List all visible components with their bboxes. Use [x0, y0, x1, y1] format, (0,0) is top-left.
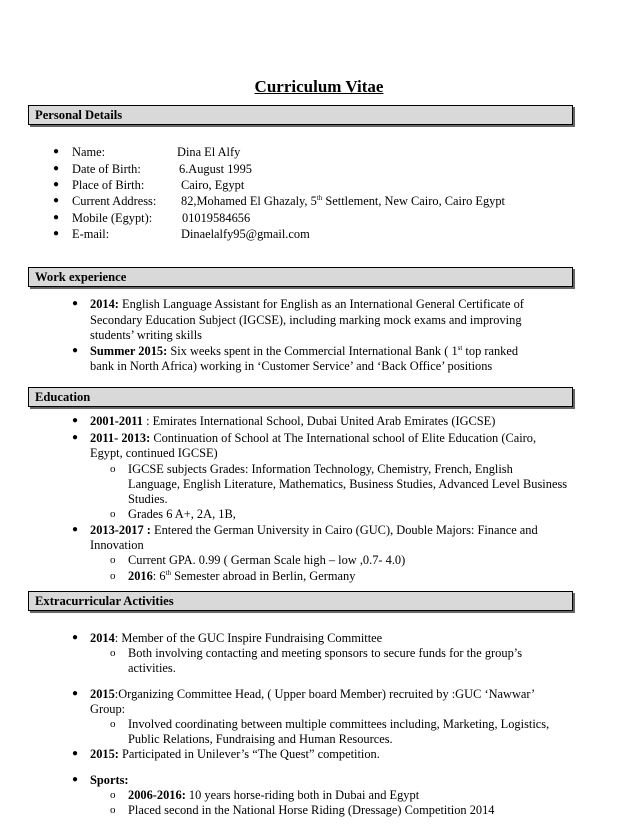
education-subitem: IGCSE subjects Grades: Information Technology, Chemistry, French, English [128, 462, 513, 476]
bullet: ● [72, 298, 79, 309]
bullet: ● [72, 632, 79, 643]
section-header-education: Education [28, 387, 573, 407]
sub-bullet: o [110, 718, 116, 730]
email-value: Dinaelalfy95@gmail.com [181, 227, 310, 241]
extra-subitem-line: Public Relations, Fundraising and Human Resources. [128, 732, 393, 746]
dob-label: Date of Birth: [72, 162, 141, 176]
work-item-1-line: students’ writing skills [90, 328, 202, 342]
education-subitem-line: Language, English Literature, Mathematics, Business Studies, Advanced Level Business [128, 477, 568, 491]
bullet: ● [53, 212, 60, 223]
education-item-3-line: Innovation [90, 538, 144, 552]
bullet: ● [72, 524, 79, 535]
bullet: ● [53, 179, 60, 190]
bullet: ● [72, 774, 79, 785]
extra-item-2: 2015:Organizing Committee Head, ( Upper board Member) recruited by :GUC ‘Nawwar’ [90, 687, 536, 701]
bullet: ● [72, 345, 79, 356]
extra-subitem: Both involving contacting and meeting sponsors to secure funds for the group’s [128, 646, 523, 660]
section-header-work: Work experience [28, 267, 573, 287]
work-item-1: 2014: English Language Assistant for English as an International General Certificate of [90, 297, 524, 311]
sub-bullet: o [110, 554, 116, 566]
pob-label: Place of Birth: [72, 178, 145, 192]
section-header-extracurricular: Extracurricular Activities [28, 591, 573, 611]
pob-value: Cairo, Egypt [181, 178, 245, 192]
bullet: ● [72, 432, 79, 443]
sub-bullet: o [110, 508, 116, 520]
bullet: ● [72, 688, 79, 699]
education-item-2-line: Egypt, continued IGCSE) [90, 446, 218, 460]
sub-bullet: o [110, 804, 116, 816]
name-value: Dina El Alfy [177, 145, 241, 159]
extra-subitem-line: activities. [128, 661, 176, 675]
bullet: ● [53, 163, 60, 174]
mobile-value: 01019584656 [182, 211, 251, 225]
name-label: Name: [72, 145, 106, 159]
sub-bullet: o [110, 570, 116, 582]
bullet: ● [53, 195, 60, 206]
bullet: ● [53, 228, 60, 239]
education-subitem-line: Studies. [128, 492, 168, 506]
sub-bullet: o [110, 463, 116, 475]
extra-subitem: Involved coordinating between multiple committees including, Marketing, Logistics, [128, 717, 550, 731]
bullet: ● [53, 146, 60, 157]
extra-subitem: Placed second in the National Horse Riding (Dressage) Competition 2014 [128, 803, 495, 817]
education-subitem: Current GPA. 0.99 ( German Scale high – low ,0.7- 4.0) [128, 553, 406, 567]
sub-bullet: o [110, 647, 116, 659]
extra-item-3: 2015: Participated in Unilever’s “The Quest” competition. [90, 747, 380, 761]
address-label: Current Address: [72, 194, 157, 208]
dob-value: 6.August 1995 [179, 162, 252, 176]
mobile-label: Mobile (Egypt): [72, 211, 153, 225]
bullet: ● [72, 415, 79, 426]
education-subitem: Grades 6 A+, 2A, 1B, [128, 507, 236, 521]
sub-bullet: o [110, 789, 116, 801]
work-item-2-line: bank in North Africa) working in ‘Customer Service’ and ‘Back Office’ positions [90, 359, 493, 373]
work-item-1-line: Secondary Education Subject (IGCSE), including marking mock exams and improving [90, 313, 522, 327]
extra-item-2-line: Group: [90, 702, 126, 716]
extra-item-4: Sports: [90, 773, 129, 787]
extra-item-1: 2014: Member of the GUC Inspire Fundraising Committee [90, 631, 383, 645]
education-subitem: 2016: 6th Semester abroad in Berlin, Germany [128, 569, 356, 583]
section-header-personal: Personal Details [28, 105, 573, 125]
email-label: E-mail: [72, 227, 110, 241]
work-item-2: Summer 2015: Six weeks spent in the Commercial International Bank ( 1st top ranked [90, 344, 519, 358]
extra-subitem: 2006-2016: 10 years horse-riding both in Dubai and Egypt [128, 788, 420, 802]
address-value: 82,Mohamed El Ghazaly, 5th Settlement, New Cairo, Cairo Egypt [181, 194, 505, 208]
page-title: Curriculum Vitae [254, 77, 384, 96]
education-item-1: 2001-2011 : Emirates International School, Dubai United Arab Emirates (IGCSE) [90, 414, 496, 428]
bullet: ● [72, 748, 79, 759]
education-item-3: 2013-2017 : Entered the German University in Cairo (GUC), Double Majors: Finance and [90, 523, 538, 537]
education-item-2: 2011- 2013: Continuation of School at The International school of Elite Education (Cairo, [90, 431, 537, 445]
